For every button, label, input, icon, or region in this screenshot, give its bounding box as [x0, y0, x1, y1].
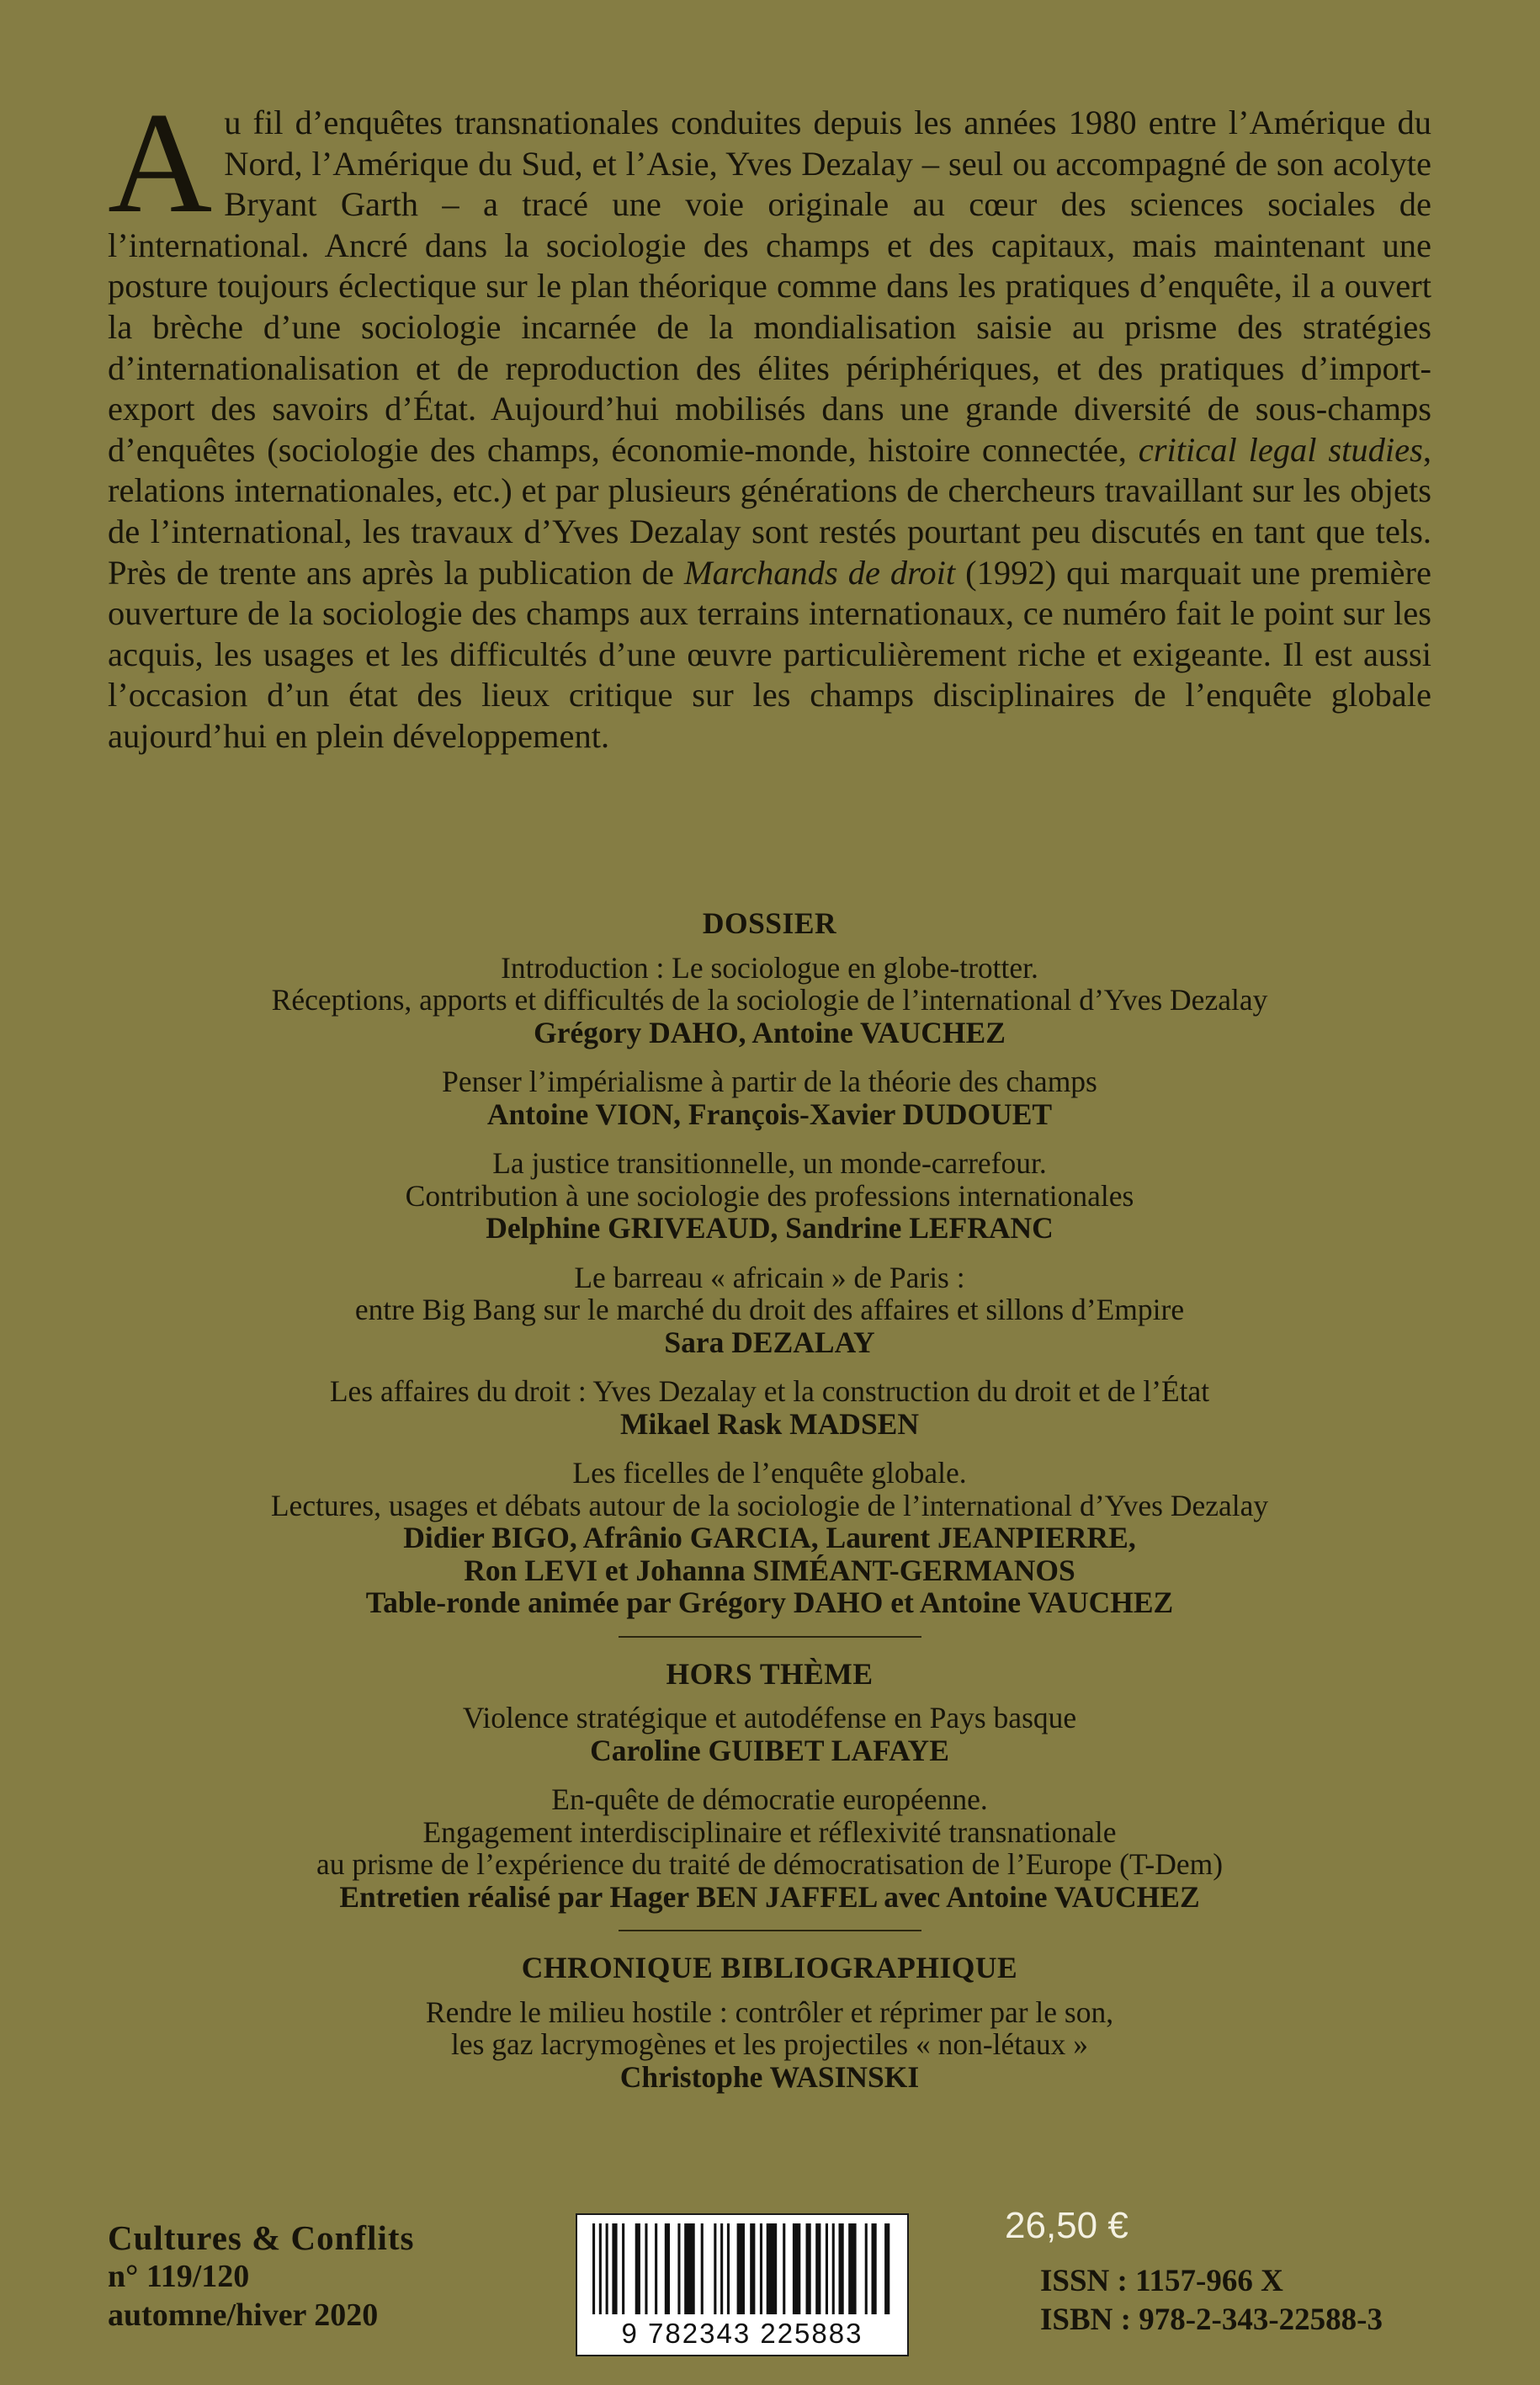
journal-issue: n° 119/120 [108, 2259, 250, 2294]
barcode-bar [701, 2223, 704, 2314]
article-authors: Ron LEVI et Johanna SIMÉANT-GERMANOS [464, 1553, 1075, 1587]
article-entry [108, 952, 1431, 1049]
article-subtitle: Lectures, usages et débats autour de la sociologie de l’international d’Yves Dezalay [270, 1488, 1269, 1522]
barcode-bar [815, 2223, 820, 2314]
article-subtitle: Réceptions, apports et difficultés de la sociologie de l’international d’Yves Dezalay [271, 983, 1268, 1017]
intro-paragraph [108, 83, 1431, 757]
article-authors: Mikael Rask MADSEN [619, 1406, 920, 1441]
article-subtitle: entre Big Bang sur le marché du droit des affaires et sillons d’Empire [354, 1293, 1185, 1326]
barcode-bar [806, 2223, 811, 2314]
article-entry [108, 1065, 1431, 1130]
barcode-bar [872, 2223, 877, 2314]
journal-season: automne/hiver 2020 [108, 2297, 379, 2333]
article-authors: Sara DEZALAY [664, 1325, 875, 1359]
article-entry [108, 1996, 1431, 2094]
barcode-bar [665, 2223, 670, 2314]
section-divider [619, 1636, 921, 1638]
section-title-chronique: CHRONIQUE BIBLIOGRAPHIQUE [521, 1951, 1018, 1984]
barcode-bar [826, 2223, 828, 2314]
article-title: Les affaires du droit : Yves Dezalay et la construction du droit et de l’État [329, 1374, 1210, 1408]
barcode-bars [589, 2223, 895, 2314]
barcode [576, 2213, 909, 2356]
barcode-digits: 9 782343 225883 [621, 2318, 863, 2349]
barcode-bar [884, 2223, 889, 2314]
intro-text-1: u fil d’enquêtes transnationales conduites depuis les années 1980 entre l’Amérique du Nord, l’Amérique du Sud, et l’Asie, Yves Dezalay – seul ou accompagné de son acolyte Bryant Garth – a tracé une voie originale au cœur des sciences sociales de l’international. Ancré dans la sociologie des champs et des capitaux, mais maintenant une posture toujours éclectique sur le plan théorique comme dans les pratiques d’enquête, il a ouvert la brèche d’une sociologie incarnée de la mondialisation saisie au prisme des stratégies d’internationalisation et de reproduction des élites périphériques, et des pratiques d’import-export des savoirs d’État. Aujourd’hui mobilisés dans une grande diversité de sous-champs d’enquêtes (sociologie des champs, économie-monde, histoire connectée, [108, 104, 1431, 469]
barcode-bar [737, 2223, 745, 2314]
article-title: Violence stratégique et autodéfense en Pays basque [462, 1701, 1077, 1734]
barcode-bar [592, 2223, 595, 2314]
issn: ISSN : 1157-966 X [1040, 2264, 1283, 2298]
article-entry [108, 1147, 1431, 1245]
article-authors: Delphine GRIVEAUD, Sandrine LEFRANC [486, 1211, 1054, 1245]
barcode-bar [612, 2223, 617, 2314]
barcode-bar [635, 2223, 640, 2314]
intro-italic-1: critical legal studies [1138, 430, 1423, 469]
article-authors: Grégory DAHO, Antoine VAUCHEZ [534, 1015, 1006, 1049]
journal-info [108, 2218, 414, 2335]
article-subtitle: Contribution à une sociologie des professions internationales [405, 1178, 1134, 1213]
section-divider [619, 1930, 921, 1931]
article-authors: Antoine VION, François-Xavier DUDOUET [486, 1097, 1053, 1131]
article-title: Le barreau « africain » de Paris : [574, 1260, 965, 1294]
barcode-bar [655, 2223, 657, 2314]
section-title-hors-theme: HORS THÈME [666, 1656, 874, 1691]
barcode-bar [720, 2223, 723, 2314]
barcode-bar [848, 2223, 856, 2314]
barcode-bar [677, 2223, 680, 2314]
barcode-bar [783, 2223, 785, 2314]
article-authors: Christophe WASINSKI [619, 2059, 920, 2094]
barcode-bar [727, 2223, 730, 2314]
drop-cap: A [108, 83, 213, 243]
price: 26,50 € [1005, 2205, 1128, 2246]
article-authors: Didier BIGO, Afrânio GARCIA, Laurent JEANPIERRE, [403, 1521, 1136, 1554]
barcode-bar [645, 2223, 647, 2314]
section-title-dossier: DOSSIER [702, 906, 837, 940]
article-authors: Entretien réalisé par Hager BEN JAFFEL avec Antoine VAUCHEZ [339, 1879, 1200, 1914]
barcode-bar [767, 2223, 778, 2314]
article-entry [108, 1375, 1431, 1440]
intro-italic-2: Marchands de droit [683, 553, 956, 592]
article-entry [108, 1262, 1431, 1359]
table-of-contents [108, 907, 1431, 2110]
article-title: En-quête de démocratie européenne. [551, 1782, 988, 1816]
barcode-bar [606, 2223, 608, 2314]
article-title: Introduction : Le sociologue en globe-trotter. [501, 950, 1038, 985]
article-moderators: Table-ronde animée par Grégory DAHO et Antoine VAUCHEZ [365, 1586, 1174, 1619]
barcode-bar [839, 2223, 844, 2314]
article-title: Penser l’impérialisme à partir de la théorie des champs [442, 1065, 1097, 1098]
barcode-bar [832, 2223, 835, 2314]
article-subtitle: Engagement interdisciplinaire et réflexivité transnationale [422, 1814, 1117, 1849]
barcode-bar [750, 2223, 755, 2314]
article-title: Les ficelles de l’enquête globale. [572, 1456, 967, 1490]
article-entry [108, 1457, 1431, 1619]
barcode-bar [599, 2223, 602, 2314]
barcode-bar [865, 2223, 868, 2314]
journal-name: Cultures & Conflits [108, 2218, 415, 2257]
intro-text-3: (1992) qui marquait une première ouverture de la sociologie des champs aux terrains internationaux, ce numéro fait le point sur les acquis, les usages et les difficultés d’une œuvre particulièrement riche et exigeante. Il est aussi l’occasion d’un état des lieux critique sur les champs disciplinaires de l’enquête globale aujourd’hui en plein développement. [108, 553, 1431, 755]
identifier-codes [1040, 2262, 1383, 2340]
article-subtitle: les gaz lacrymogènes et les projectiles « non-létaux » [450, 2027, 1089, 2061]
article-entry [108, 1702, 1431, 1766]
isbn: ISBN : 978-2-343-22588-3 [1040, 2303, 1383, 2337]
article-title: La justice transitionnelle, un monde-carrefour. [492, 1146, 1047, 1180]
barcode-bar [684, 2223, 695, 2314]
barcode-bar [760, 2223, 762, 2314]
article-entry [108, 1783, 1431, 1913]
barcode-bar [793, 2223, 800, 2314]
barcode-bar [714, 2223, 716, 2314]
intro-text-2: , relations internationales, etc.) et par plusieurs générations de chercheurs travaillant sur les objets de l’international, les travaux d’Yves Dezalay sont restés pourtant peu discutés en tant que tels. Près de trente ans après la publication de [108, 430, 1431, 592]
article-subtitle: au prisme de l’expérience du traité de démocratisation de l’Europe (T-Dem) [316, 1847, 1224, 1881]
barcode-bar [622, 2223, 624, 2314]
article-authors: Caroline GUIBET LAFAYE [590, 1733, 949, 1767]
article-title: Rendre le milieu hostile : contrôler et réprimer par le son, [425, 1995, 1114, 2029]
